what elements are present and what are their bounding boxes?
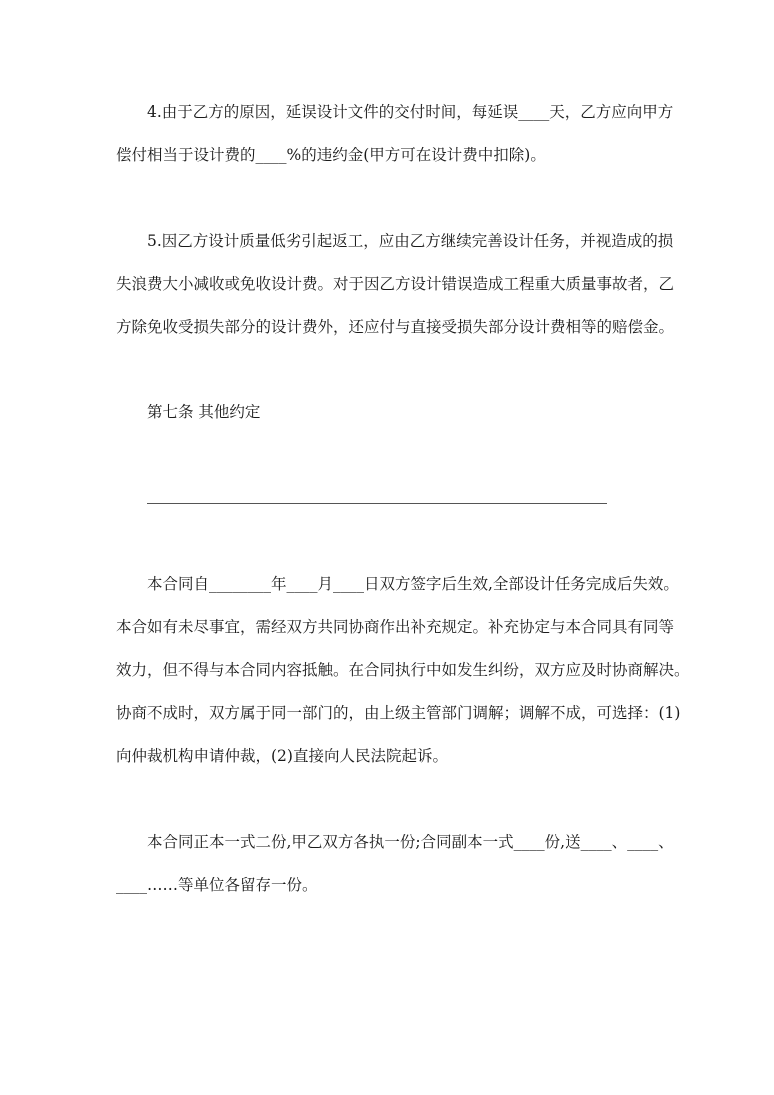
copies-line-2: ____……等单位各留存一份。 <box>116 876 318 894</box>
clause-5-line-3: 方除免收受损失部分的设计费外，还应付与直接受损失部分设计费相等的赔偿金。 <box>116 318 675 336</box>
clause-5-line-1: 5.因乙方设计质量低劣引起返工，应由乙方继续完善设计任务，并视造成的损 <box>147 232 674 250</box>
copies-line-1: 本合同正本一式二份,甲乙双方各执一份;合同副本一式____份,送____、____、 <box>147 833 674 851</box>
clause-5-line-2: 失浪费大小减收或免收设计费。对于因乙方设计错误造成工程重大质量事故者，乙 <box>116 275 675 293</box>
blank-fill-line <box>147 503 607 504</box>
clause-4-line-1: 4.由于乙方的原因，延误设计文件的交付时间，每延误____天，乙方应向甲方 <box>147 103 674 121</box>
validity-line-1: 本合同自________年____月____日双方签字后生效,全部设计任务完成后失效。 <box>147 575 679 593</box>
article-7-heading: 第七条 其他约定 <box>147 403 261 421</box>
clause-4-line-2: 偿付相当于设计费的____%的违约金(甲方可在设计费中扣除)。 <box>116 146 546 164</box>
validity-line-5: 向仲裁机构申请仲裁，(2)直接向人民法院起诉。 <box>116 747 448 765</box>
validity-line-3: 效力，但不得与本合同内容抵触。在合同执行中如发生纠纷，双方应及时协商解决。 <box>116 661 690 679</box>
validity-line-4: 协商不成时，双方属于同一部门的，由上级主管部门调解；调解不成，可选择：(1) <box>116 704 681 722</box>
validity-line-2: 本合如有未尽事宜，需经双方共同协商作出补充规定。补充协定与本合同具有同等 <box>116 618 675 636</box>
